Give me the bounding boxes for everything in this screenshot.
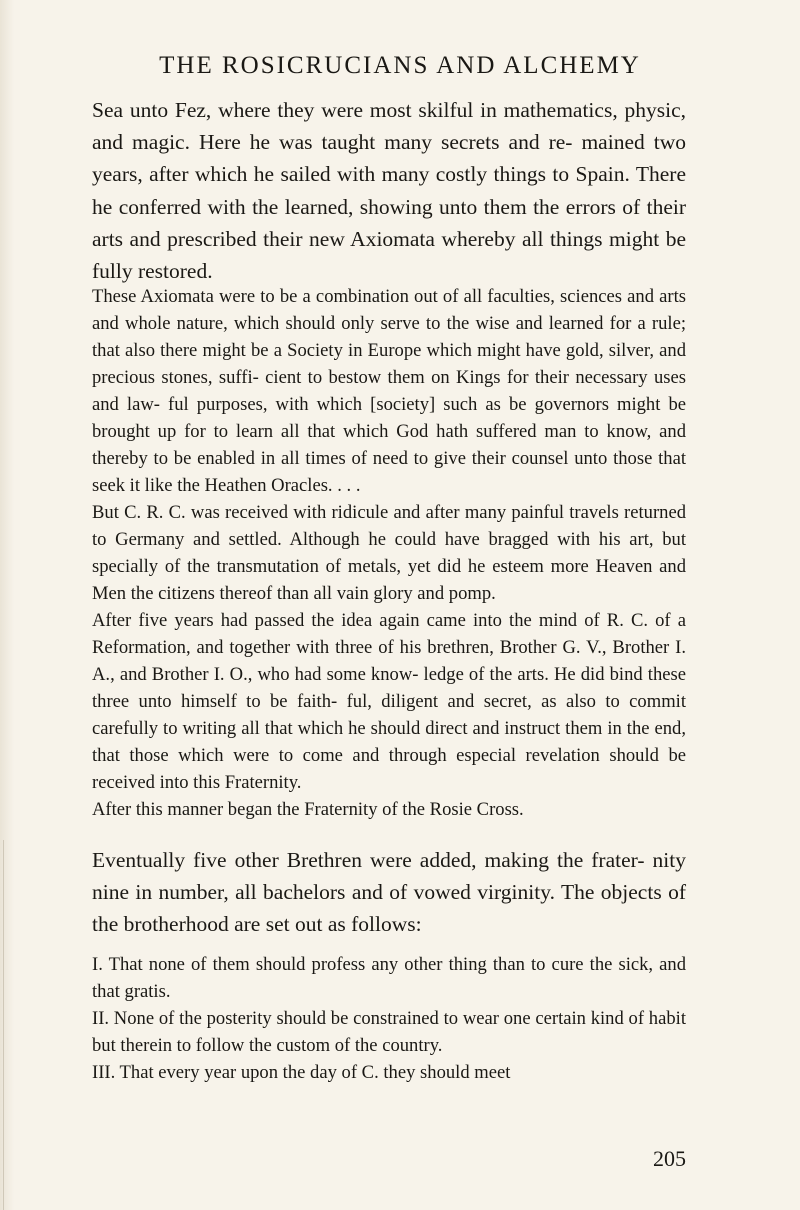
quotation-block (92, 283, 686, 823)
quotation-paragraph: After this manner began the Fraternity of the Rosie Cross. (92, 799, 524, 820)
quotation-paragraph: These Axiomata were to be a combination out of all faculties, sciences and arts and whole nature, which should only serve to the wise and learned for a rule; that also there might be a Society in Europe which might have gold, silver, and precious stones, suffi- cient to bestow them on Kings for their necessary uses and law- ful purposes, with which [society] such as be governors might be brought up for to learn all that which God hath suffered man to know, and thereby to be enabled in all times of need to give their counsel unto those that seek it like the Heathen Oracles. . . . (92, 286, 686, 496)
list-item: I. That none of them should profess any other thing than to cure the sick, and that gratis. (92, 954, 686, 1002)
quotation-paragraph: But C. R. C. was received with ridicule and after many painful travels returned to Germany and settled. Although he could have bragged with his art, but specially of the transmutation of metals, yet did he esteem more Heaven and Men the citizens thereof than all vain glory and pomp. (92, 502, 686, 604)
page-number: 205 (653, 1146, 686, 1171)
list-item: III. That every year upon the day of C. they should meet (92, 1062, 511, 1083)
opening-paragraph: Sea unto Fez, where they were most skilful in mathematics, physic, and magic. Here he was taught many secrets and re- mained two years, after which he sailed with many costly things to Spain. There he conferred with the learned, showing unto them the errors of their arts and prescribed their new Axiomata whereby all things might be fully restored. (92, 98, 686, 284)
running-head: THE ROSICRUCIANS AND ALCHEMY (159, 52, 641, 79)
list-item: II. None of the posterity should be constrained to wear one certain kind of habit but therein to follow the custom of the country. (92, 1008, 686, 1056)
middle-paragraph: Eventually five other Brethren were added, making the frater- nity nine in number, all bachelors and of vowed virginity. The objects of the brotherhood are set out as follows: (92, 848, 686, 937)
quotation-paragraph: After five years had passed the idea again came into the mind of R. C. of a Reformation, and together with three of his brethren, Brother G. V., Brother I. A., and Brother I. O., who had some know- ledge of the arts. He did bind these three unto himself to be faith- ful, diligent and secret, as also to commit carefully to writing all that which he should direct and instruct them in the end, that those which were to come and through especial revelation should be received into this Fraternity. (92, 610, 686, 793)
objects-list (92, 951, 686, 1086)
page-edge-shadow (0, 0, 14, 1210)
